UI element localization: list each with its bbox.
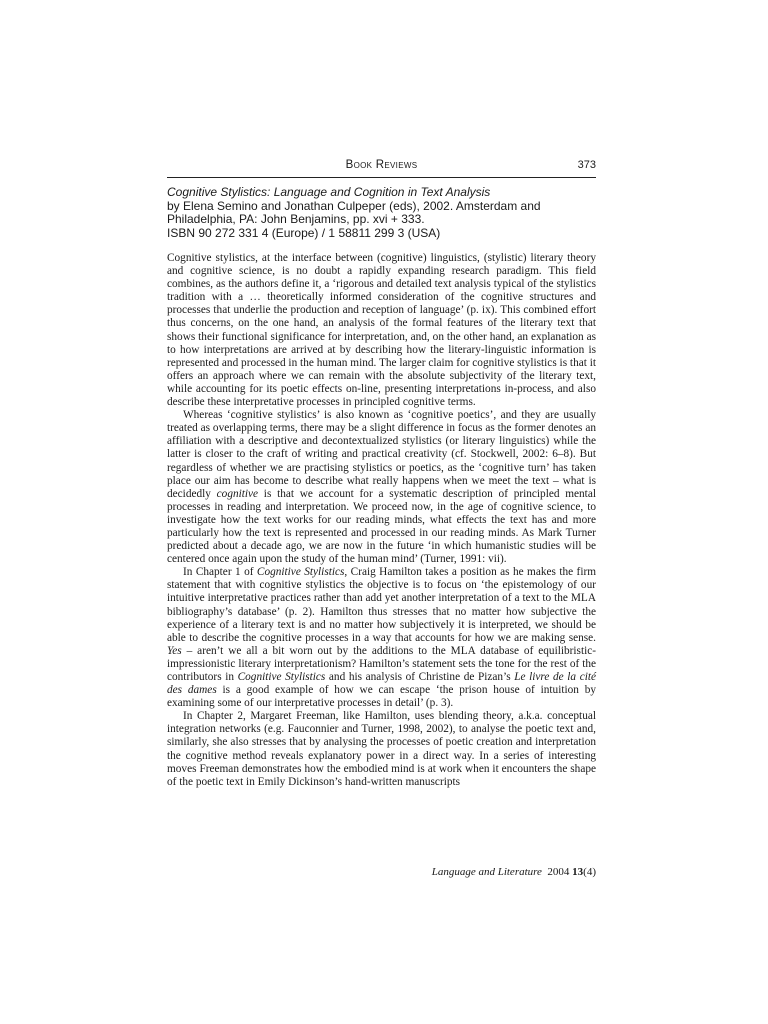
running-header [167,159,596,178]
journal-volume: 13 [572,866,584,878]
paragraph-3-book-title-3: Le livre de la cité des dames [167,671,596,697]
journal-footer [167,866,596,878]
paragraph-3-text-e: is a good example of how we can escape ‘the prison house of intuition by examining some of our interpretative processes in detail’ (p. 3). [167,684,596,710]
book-publisher: Philadelphia, PA: John Benjamins, pp. xvi + 333. [167,212,425,227]
bibliographic-entry [167,186,596,240]
paragraph-2-text-a: Whereas ‘cognitive stylistics’ is also known as ‘cognitive poetics’, and they are usually treated as overlapping terms, there may be a slight difference in focus as the former denotes an affiliation with a descriptive and decontextualized stylistics (or literary linguistics) while the latter is closer to the craft of writing and practical creativity (cf. Stockwell, 2002: 6–8). But regardless of whether we are practising stylistics or poetics, as the ‘cognitive turn’ has taken place our aim has become to describe what really happens when we meet the text – what is decidedly [167,409,596,500]
page-number: 373 [577,159,596,171]
paragraph-3-text-a: In Chapter 1 of [183,566,257,579]
journal-name: Language and Literature [431,866,542,878]
paragraph-4: In Chapter 2, Margaret Freeman, like Hamilton, uses blending theory, a.k.a. conceptual integration networks (e.g. Fauconnier and Turner, 1998, 2002), to analyse the poetic text and, similarly, she also stresses that by analysing the processes of poetic creation and interpretation the cognitive method reveals explanatory power in a direct way. In a series of interesting moves Freeman demonstrates how the embodied mind is at work when it encounters the shape of the poetic text in Emily Dickinson’s hand-written manuscripts [167,710,596,788]
paragraph-3-text-d: and his analysis of Christine de Pizan’s [325,671,515,683]
paragraph-2 [167,409,596,566]
paragraph-3-book-title-2: Cognitive Stylistics [237,671,326,683]
paragraph-1: Cognitive stylistics, at the interface between (cognitive) linguistics, (stylistic) literary theory and cognitive science, is no doubt a rapidly expanding research paradigm. This field combines, as the authors define it, a ‘rigorous and detailed text analysis typical of the stylistics tradition with a … theoretically informed consideration of the cognitive structures and processes that underlie the production and reception of language’ (p. ix). This combined effort thus concerns, on the one hand, an analysis of the formal features of the literary text that shows their functional significance for interpretation, and, on the other hand, an explanation as to how interpretations are arrived at by describing how the literary-linguistic information is represented and processed in the human mind. The larger claim for cognitive stylistics is that it offers an approach where we can remain with the absolute subjectivity of the literary text, while accounting for its poetic effects on-line, presenting interpretations in-process, and also describe these interpretative processes in principled cognitive terms. [167,252,596,409]
book-isbn: ISBN 90 272 331 4 (Europe) / 1 58811 299 3 (USA) [167,225,441,240]
paragraph-3-text-b: , Craig Hamilton takes a position as he makes the firm statement that with cognitive stylistics the objective is to focus on ‘the epistemology of our intuitive interpretative practices rather than add yet another interpretation of a text to the MLA bibliography’s database’ (p. 2). Hamilton thus stresses that no matter how subjective the experience of a literary text is and no matter how subjectively it is interpreted, we should be able to describe the cognitive processes in a way that accounts for how we are making sense. [167,566,597,644]
paragraph-3-emphasis-yes: Yes [167,644,182,657]
book-title: Cognitive Stylistics: Language and Cognition in Text Analysis [167,185,491,199]
journal-issue: (4) [583,866,596,878]
section-title: Book Reviews [345,159,418,171]
paragraph-3 [167,566,596,710]
journal-year: 2004 [547,866,570,878]
paragraph-2-text-b: is that we account for a systematic description of principled mental processes in reading and interpretation. We proceed now, in the age of cognitive science, to investigate how the text works for our reading minds, what effects the text has and more particularly how the text is represented and processed in our reading minds. As Mark Turner predicted about a decade ago, we are now in the future ‘in which humanistic studies will be centered once again upon the study of the human mind’ (Turner, 1991: vii). [167,487,596,566]
paragraph-3-book-title-1: Cognitive Stylistics [256,566,345,579]
book-authors: by Elena Semino and Jonathan Culpeper (eds), 2002. Amsterdam and [167,198,541,213]
review-body [167,252,596,789]
paragraph-3-text-c: – aren’t we all a bit worn out by the additions to the MLA database of equilibristic-impressionistic literary interpretationism? Hamilton’s statement sets the tone for the rest of the contributors in [167,644,596,683]
paragraph-2-emphasis: cognitive [216,487,259,500]
